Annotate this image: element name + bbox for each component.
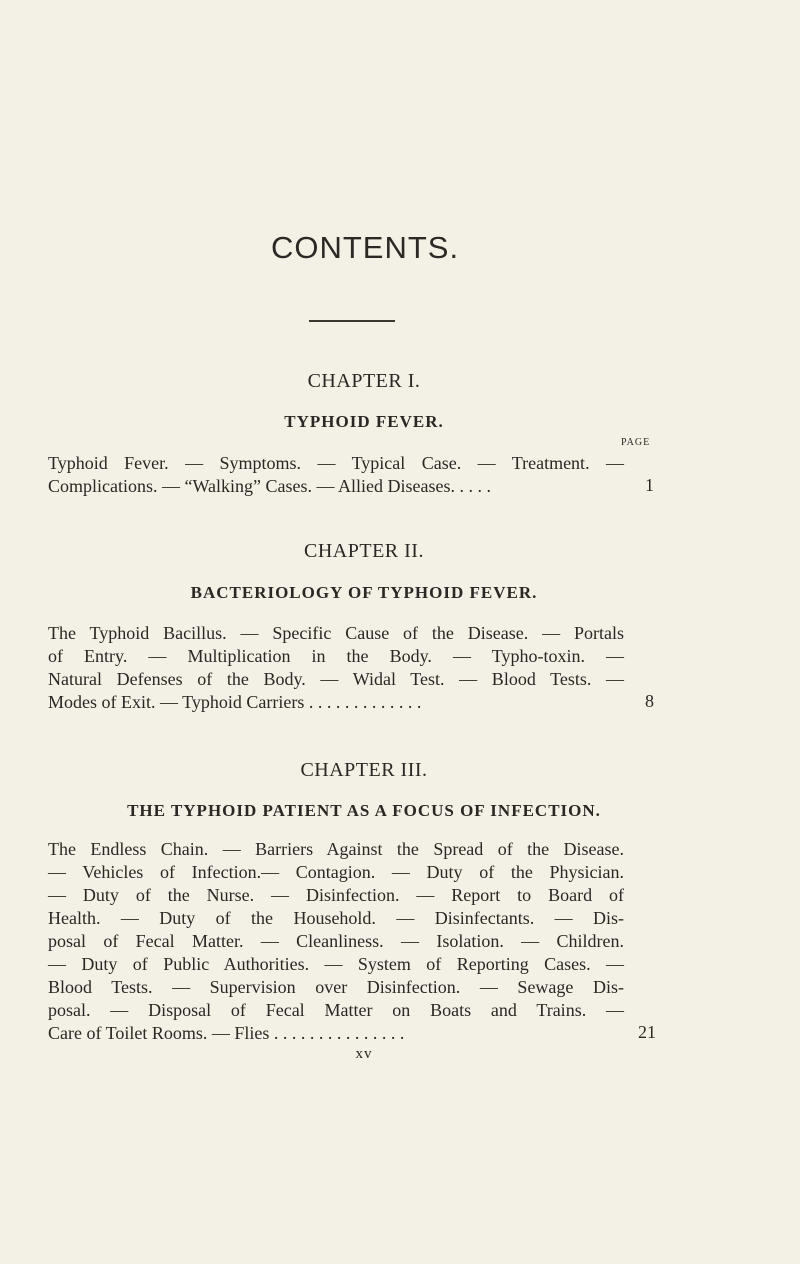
chapter-3-heading: CHAPTER III. <box>300 759 428 781</box>
chapter-1-page-number: 1 <box>645 475 654 495</box>
chapter-3-entry-line: Health. — Duty of the Household. — Disinfectants. — Dis- <box>48 908 624 928</box>
folio-page-number: xv <box>355 1046 373 1062</box>
chapter-3-entry-line: — Duty of Public Authorities. — System of Reporting Cases. — <box>48 954 624 974</box>
chapter-1-entry-line: Typhoid Fever. — Symptoms. — Typical Case. — Treatment. — <box>48 453 624 473</box>
chapter-3-entry-line: Care of Toilet Rooms. — Flies . . . . . . . . . . . . . . . <box>48 1023 405 1043</box>
chapter-3-entry-line: posal. — Disposal of Fecal Matter on Boats and Trains. — <box>48 1000 624 1020</box>
chapter-2-entry-line: Modes of Exit. — Typhoid Carriers . . . . . . . . . . . . . <box>48 692 422 712</box>
chapter-2-entry-line: Natural Defenses of the Body. — Widal Test. — Blood Tests. — <box>48 669 624 689</box>
chapter-1-subtitle-wrap <box>0 412 800 432</box>
chapter-3-entry-line: The Endless Chain. — Barriers Against the Spread of the Disease. <box>48 839 624 859</box>
chapter-3-entry-line: posal of Fecal Matter. — Cleanliness. — Isolation. — Children. <box>48 931 624 951</box>
page-title: CONTENTS. <box>270 230 460 265</box>
chapter-1 <box>0 370 800 393</box>
chapter-3-entry-line: Blood Tests. — Supervision over Disinfection. — Sewage Dis- <box>48 977 624 997</box>
chapter-3-entry <box>48 838 624 1045</box>
chapter-3-subtitle-wrap <box>0 801 800 821</box>
chapter-3 <box>0 759 800 782</box>
chapter-2-page-number: 8 <box>645 691 654 711</box>
chapter-1-subtitle: TYPHOID FEVER. <box>284 412 444 431</box>
title-rule-divider <box>309 320 395 322</box>
chapter-3-entry-line: — Duty of the Nurse. — Disinfection. — Report to Board of <box>48 885 624 905</box>
chapter-3-page-number: 21 <box>638 1022 656 1042</box>
chapter-3-entry-line: — Vehicles of Infection.— Contagion. — Duty of the Physician. <box>48 862 624 882</box>
chapter-2 <box>0 540 800 563</box>
chapter-2-heading: CHAPTER II. <box>304 540 424 562</box>
chapter-2-subtitle-wrap <box>0 583 800 603</box>
chapter-1-heading: CHAPTER I. <box>307 370 421 392</box>
chapter-3-subtitle: THE TYPHOID PATIENT AS A FOCUS OF INFECTION. <box>127 801 601 820</box>
chapter-2-subtitle: BACTERIOLOGY OF TYPHOID FEVER. <box>190 583 538 602</box>
chapter-1-entry <box>48 452 624 498</box>
chapter-2-entry-line: of Entry. — Multiplication in the Body. — Typho-toxin. — <box>48 646 624 666</box>
chapter-2-entry-line: The Typhoid Bacillus. — Specific Cause of the Disease. — Portals <box>48 623 624 643</box>
chapter-1-entry-line: Complications. — “Walking” Cases. — Allied Diseases. . . . . <box>48 476 491 496</box>
page-column-label: PAGE <box>621 437 651 448</box>
chapter-2-entry <box>48 622 624 714</box>
